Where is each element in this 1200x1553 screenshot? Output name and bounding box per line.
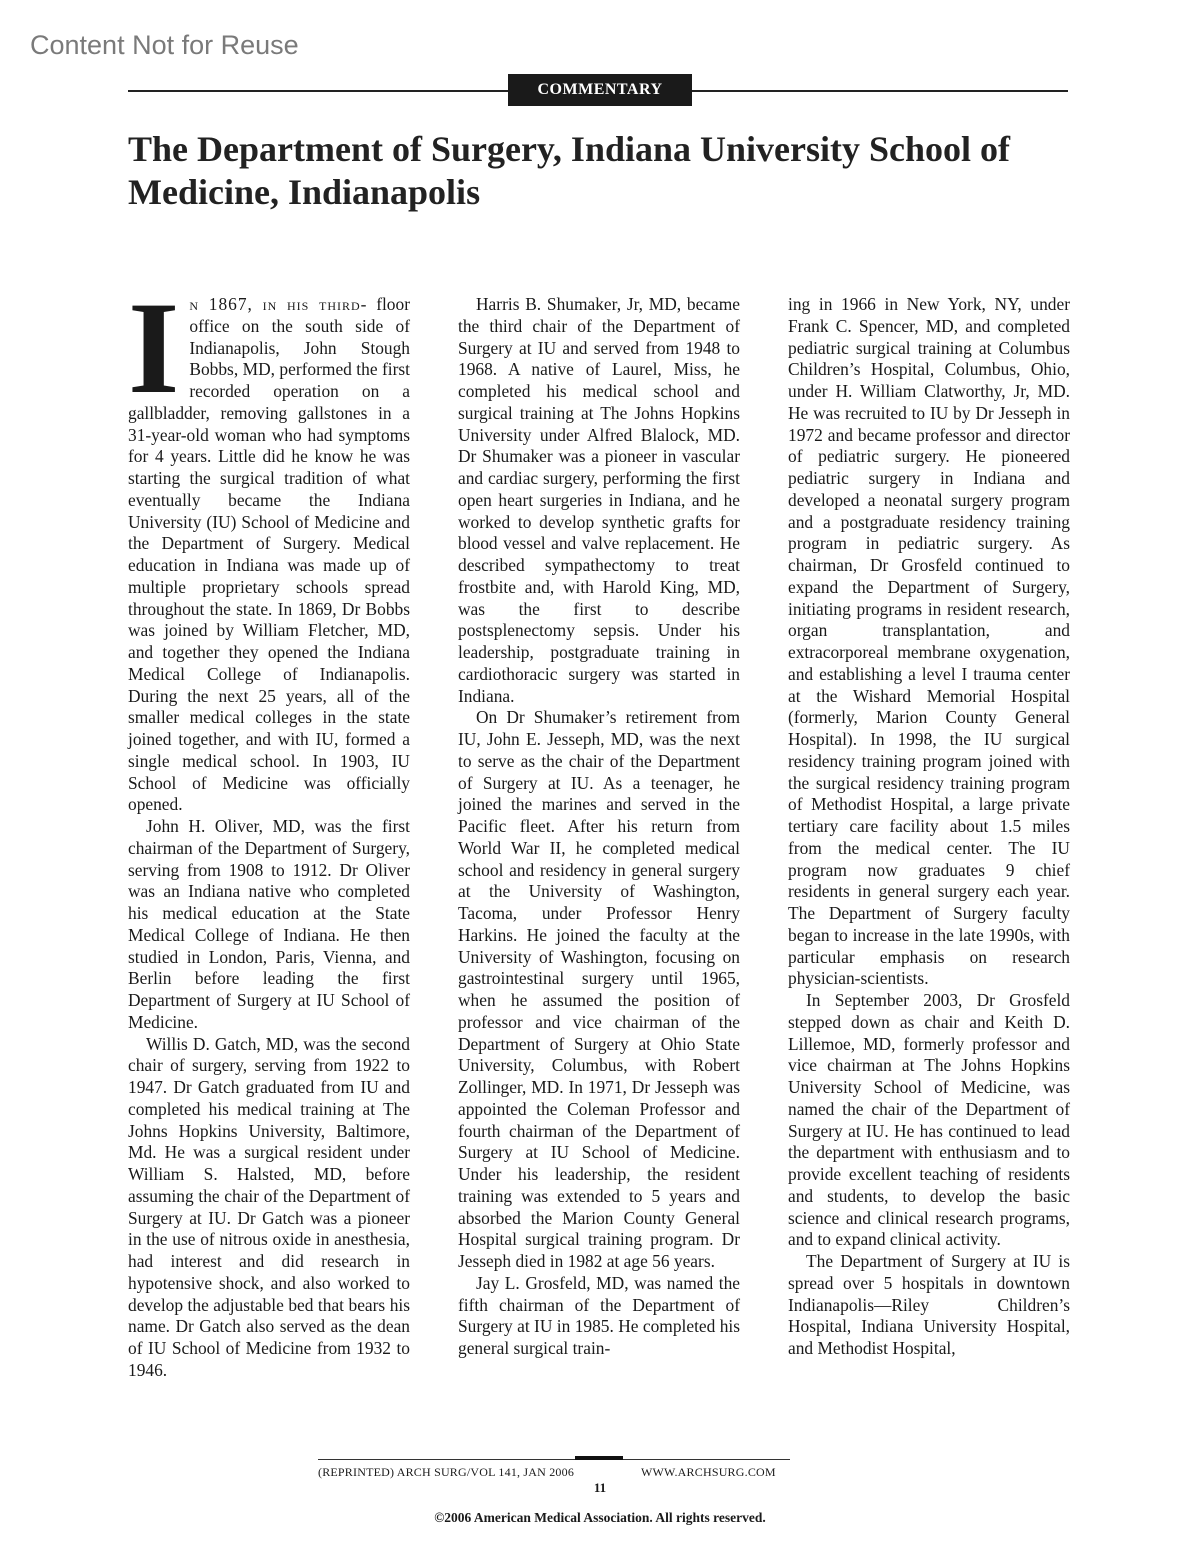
opening-paragraph — [128, 274, 410, 816]
paragraph: floor office on the south side of Indianapolis, John Stough Bobbs, MD, performed the first recorded operation on a gallbladder, removing gallstones in a 31-year-old woman who had symptoms for 4 years. Little did he know he was starting the surgical tradition of what eventually became the Indiana University (IU) School of Medicine and the Department of Surgery. Medical education in Indiana was made up of multiple proprietary schools spread throughout the state. In 1869, Dr Bobbs was joined by William Fletcher, MD, and together they opened the Indiana Medical College of Indianapolis. During the next 25 years, all of the smaller medical colleges in the state joined together, and with IU, formed a single medical school. In 1903, IU School of Medicine was officially opened. — [128, 294, 410, 815]
section-tag: COMMENTARY — [508, 74, 692, 106]
paragraph: In September 2003, Dr Grosfeld stepped down as chair and Keith D. Lillemoe, MD, formerly professor and vice chairman at The Johns Hopkins University School of Medicine, was named the chair of the Department of Surgery at IU. He has continued to lead the department with enthusiasm and to provide excellent teaching of residents and students, to develop the basic science and clinical research programs, and to expand clinical activity. — [788, 990, 1070, 1250]
lead-in: n 1867, in his third- — [189, 294, 368, 314]
drop-cap: I — [128, 274, 180, 421]
page-number: 11 — [593, 1480, 607, 1495]
header-rule-left — [128, 90, 508, 92]
footer-bar — [575, 1456, 623, 1460]
paragraph: John H. Oliver, MD, was the first chairman of the Department of Surgery, serving from 1908 to 1912. Dr Oliver was an Indiana native who completed his medical education at the State Medical College of Indiana. He then studied in London, Paris, Vienna, and Berlin before leading the first Department of Surgery at IU School of Medicine. — [128, 816, 410, 1032]
paragraph: On Dr Shumaker’s retirement from IU, John E. Jesseph, MD, was the next to serve as the chair of the Department of Surgery at IU. As a teenager, he joined the marines and served in the Pacific fleet. After his return from World War II, he completed medical school and residency in general surgery at the University of Washington, Tacoma, under Professor Henry Harkins. He joined the faculty at the University of Washington, focusing on gastrointestinal surgery until 1965, when he assumed the position of professor and vice chairman of the Department of Surgery at Ohio State University, Columbus, with Robert Zollinger, MD. In 1971, Dr Jesseph was appointed the Coleman Professor and fourth chairman of the Department of Surgery at IU School of Medicine. Under his leadership, the resident training was extended to 5 years and absorbed the Marion County General Hospital surgical training program. Dr Jesseph died in 1982 at age 56 years. — [458, 707, 740, 1271]
column-2 — [458, 294, 740, 1360]
footer-citation: (REPRINTED) ARCH SURG/VOL 141, JAN 2006 — [318, 1465, 575, 1479]
paragraph: Willis D. Gatch, MD, was the second chair of surgery, serving from 1922 to 1947. Dr Gatch graduated from IU and completed his medical training at The Johns Hopkins University, Baltimore, Md. He was a surgical resident under William S. Halsted, MD, before assuming the chair of the Department of Surgery at IU. Dr Gatch was a pioneer in the use of nitrous oxide in anesthesia, had interest and did research in hypotensive shock, and also worked to develop the adjustable bed that bears his name. Dr Gatch also served as the dean of IU School of Medicine from 1932 to 1946. — [128, 1033, 410, 1380]
paragraph: Jay L. Grosfeld, MD, was named the fifth chairman of the Department of Surgery at IU in 1985. He completed his general surgical train- — [458, 1272, 740, 1358]
copyright: ©2006 American Medical Association. All rights reserved. — [434, 1510, 766, 1525]
column-3 — [788, 294, 1070, 1360]
footer-rule — [318, 1459, 790, 1460]
paragraph: ing in 1966 in New York, NY, under Frank C. Spencer, MD, and completed pediatric surgical training at Columbus Children’s Hospital, Columbus, Ohio, under H. William Clatworthy, Jr, MD. He was recruited to IU by Dr Jesseph in 1972 and became professor and director of pediatric surgery. He pioneered pediatric surgery in Indiana and developed a neonatal surgery program and a postgraduate residency training program in pediatric surgery. As chairman, Dr Grosfeld continued to expand the Department of Surgery, initiating programs in resident research, organ transplantation, and extracorporeal membrane oxygenation, and establishing a level I trauma center at the Wishard Memorial Hospital (formerly, Marion County General Hospital). In 1998, the IU surgical residency training program joined with the surgical residency training program of Methodist Hospital, a large private tertiary care facility about 1.5 miles from the medical center. The IU program now graduates 9 chief residents in general surgery each year. The Department of Surgery faculty began to increase in the late 1990s, with particular emphasis on research physician-scientists. — [788, 294, 1070, 989]
paragraph: Harris B. Shumaker, Jr, MD, became the third chair of the Department of Surgery at IU and served from 1948 to 1968. A native of Laurel, Miss, he completed his medical school and surgical training at The Johns Hopkins University under Alfred Blalock, MD. Dr Shumaker was a pioneer in vascular and cardiac surgery, performing the first open heart surgeries in Indiana, and he worked to develop synthetic grafts for blood vessel and valve replacement. He described sympathectomy to treat frostbite and, with Harold King, MD, was the first to describe postsplenectomy sepsis. Under his leadership, postgraduate training in cardiothoracic surgery was started in Indiana. — [458, 294, 740, 706]
footer-website: WWW.ARCHSURG.COM — [641, 1465, 776, 1479]
article-title: The Department of Surgery, Indiana University School of Medicine, Indianapolis — [128, 129, 1010, 212]
header-rule-right — [692, 90, 1068, 92]
watermark: Content Not for Reuse — [30, 30, 299, 60]
paragraph: The Department of Surgery at IU is spread over 5 hospitals in downtown Indianapolis—Riley Children’s Hospital, Indiana University Hospital, and Methodist Hospital, — [788, 1251, 1070, 1358]
column-1 — [128, 274, 410, 1382]
